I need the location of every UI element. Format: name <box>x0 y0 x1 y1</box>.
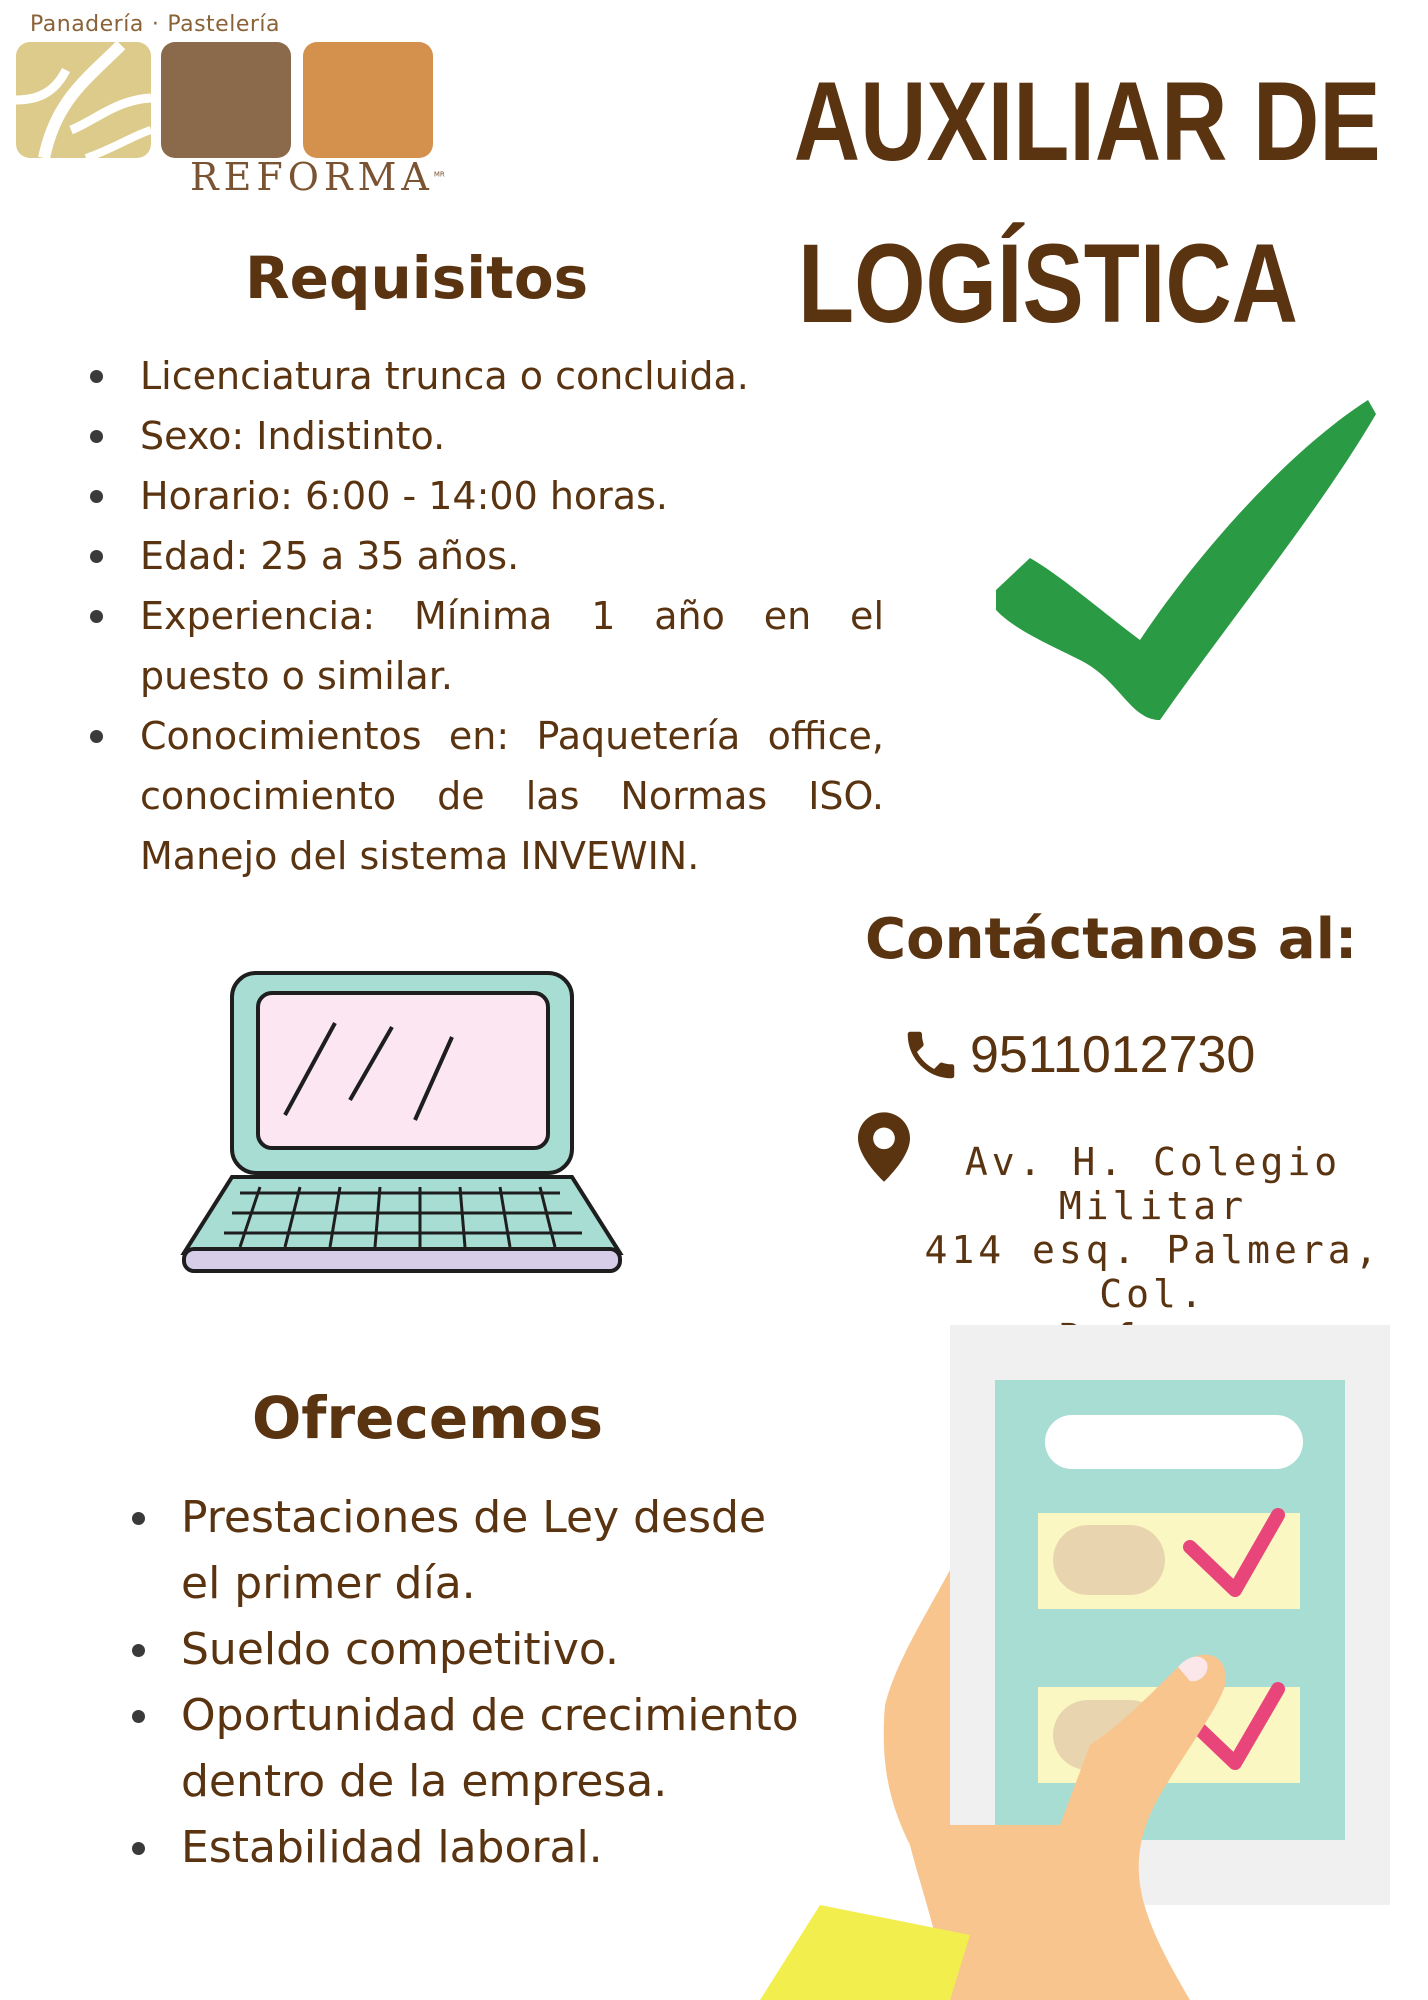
page-title-line1: AUXILIAR DE <box>793 59 1381 184</box>
list-item: Prestaciones de Ley desde el primer día. <box>126 1485 806 1617</box>
list-item: Oportunidad de crecimiento dentro de la empresa. <box>126 1683 806 1815</box>
offers-heading: Ofrecemos <box>252 1384 604 1452</box>
address-line-2: 414 esq. Palmera, Col. <box>924 1228 1382 1316</box>
requirements-list <box>84 346 884 886</box>
list-item: Horario: 6:00 - 14:00 horas. <box>84 466 884 526</box>
brand-wordmark: $REFORMA^{MR}$ <box>190 155 445 199</box>
brand-tagline: Panadería · Pastelería <box>30 12 280 37</box>
list-item: Estabilidad laboral. <box>126 1815 806 1881</box>
address-line-1: Av. H. Colegio Militar <box>964 1140 1342 1228</box>
list-item: Experiencia: Mínima 1 año en el puesto o similar. <box>84 586 884 706</box>
contact-phone[interactable]: 9511012730 <box>970 1026 1256 1084</box>
list-item: Licenciatura trunca o concluida. <box>84 346 884 406</box>
logo-leaf-icon <box>16 40 446 160</box>
contact-heading: Contáctanos al: <box>865 907 1358 972</box>
list-item: Sueldo competitivo. <box>126 1617 806 1683</box>
laptop-icon <box>180 965 630 1295</box>
requirements-heading: Requisitos <box>245 244 589 312</box>
list-item: Edad: 25 a 35 años. <box>84 526 884 586</box>
list-item: Conocimientos en: Paquetería office, conocimiento de las Normas ISO. Manejo del sistema INVEWIN. <box>84 706 884 886</box>
checkmark-icon <box>990 390 1380 730</box>
offers-list <box>126 1485 806 1881</box>
page-title-line2: LOGÍSTICA <box>797 221 1298 346</box>
phone-icon <box>900 1024 962 1086</box>
list-item: Sexo: Indistinto. <box>84 406 884 466</box>
checklist-phone-icon <box>760 1325 1428 2000</box>
